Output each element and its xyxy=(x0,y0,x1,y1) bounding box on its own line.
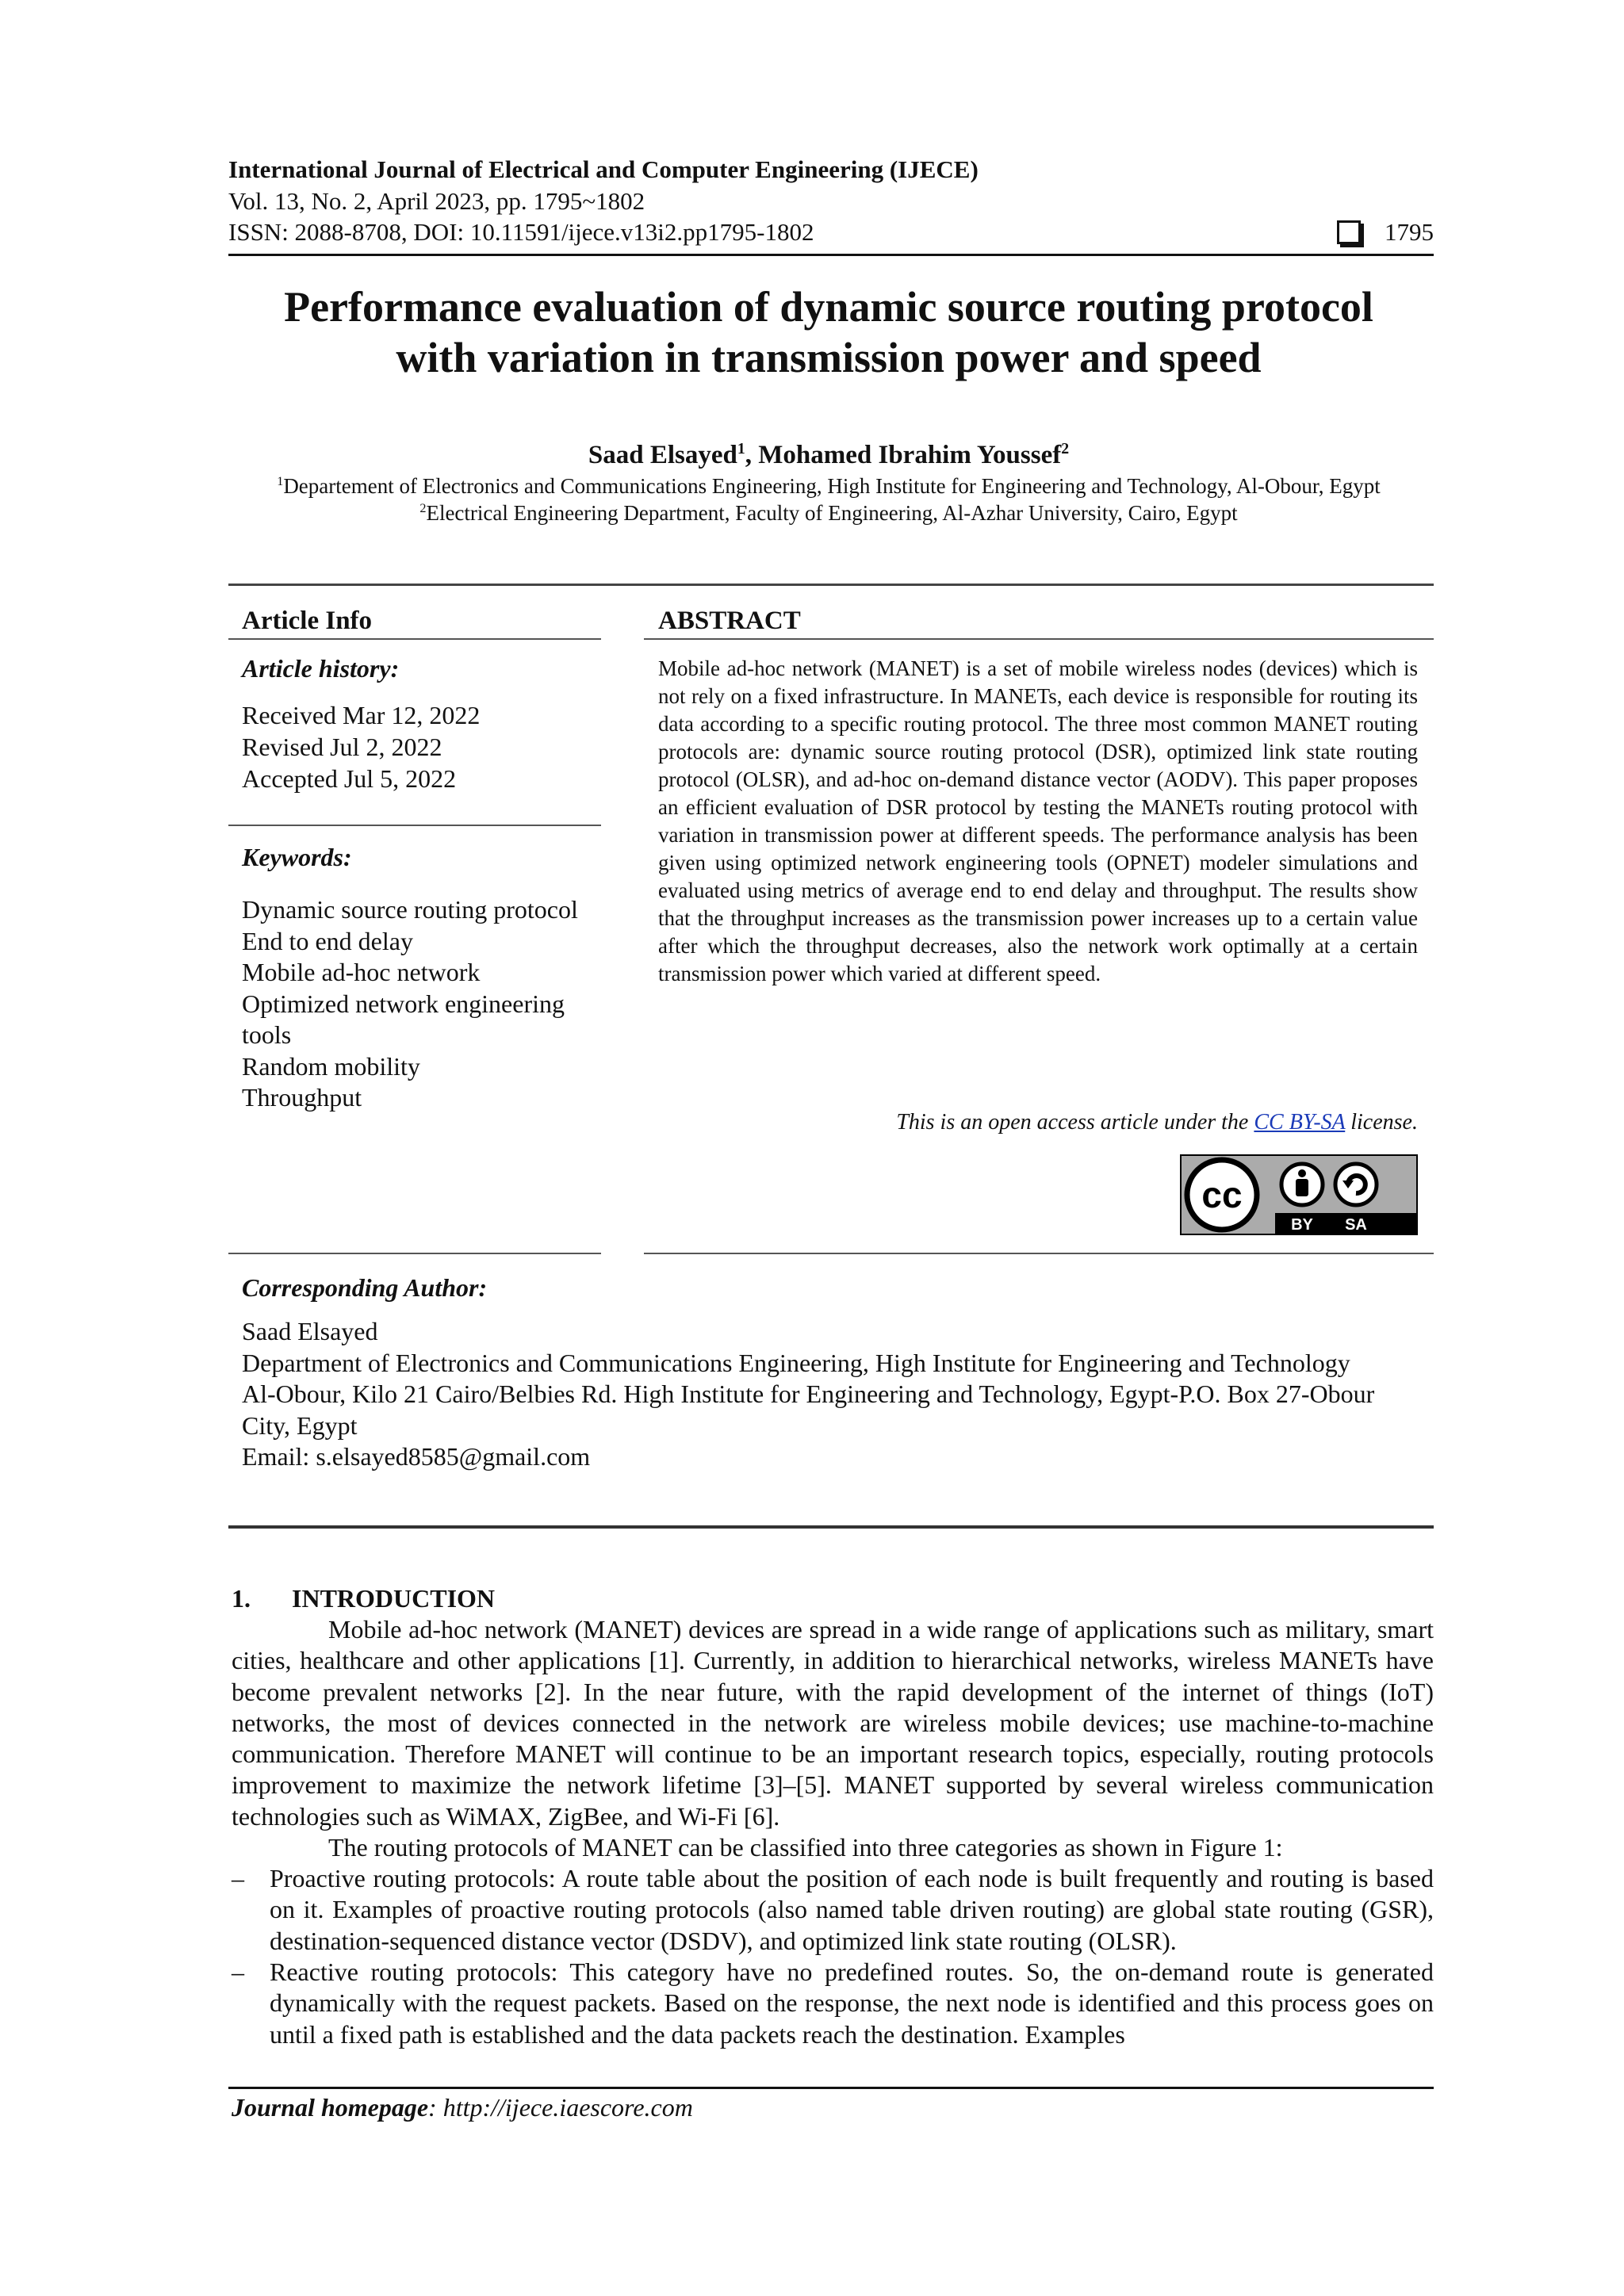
accepted-date: Accepted Jul 5, 2022 xyxy=(242,764,457,793)
list-item xyxy=(232,1957,1434,2050)
volume-info: Vol. 13, No. 2, April 2023, pp. 1795~1802 xyxy=(228,187,645,215)
history-heading: Article history: xyxy=(242,654,400,683)
dash-bullet: – xyxy=(232,1957,244,1986)
received-date: Received Mar 12, 2022 xyxy=(242,701,481,729)
affiliation-2-sup: 2 xyxy=(419,501,427,515)
by-text: BY xyxy=(1291,1216,1313,1234)
list-item-text: Reactive routing protocols: This category have no predefined routes. So, the on-demand route is generated dynamically with the request packets. Based on the response, the next node is identified and this process goes on until a fixed path is established and the data packets reach the destination. Examples xyxy=(270,1957,1434,2049)
keyword-item: Random mobility xyxy=(242,1051,420,1081)
affiliation-1-text: Departement of Electronics and Communications Engineering, High Institute for Engineering and Technology, Al-Obour, Egypt xyxy=(283,474,1381,498)
affiliation-2 xyxy=(190,499,1467,526)
page-number: 1795 xyxy=(1385,218,1434,246)
intro-paragraph-1: Mobile ad-hoc network (MANET) devices are spread in a wide range of applications such as military, smart cities, healthcare and other applications [1]. Currently, in addition to hierarchical networks, wireless MANETs have become prevalent networks [2]. In the near future, with the rapid development of the internet of things (IoT) networks, the most of devices connected in the network are wireless mobile devices; use machine-to-machine communication. Therefore MANET will continue to be an important research topics, especially, routing protocols improvement to maximize the network lifetime [3]–[5]. MANET supported by several wireless communication technologies such as WiMAX, ZigBee, and Wi-Fi [6]. xyxy=(232,1615,1434,1831)
author-list xyxy=(190,438,1467,472)
abstract-rule xyxy=(644,638,1434,640)
author-2-affil: 2 xyxy=(1061,440,1070,457)
corresponding-address: Al-Obour, Kilo 21 Cairo/Belbies Rd. High Institute for Engineering and Technology, Egypt-P.O. Box 27-Obour City, Egypt xyxy=(242,1380,1375,1440)
author-1-affil: 1 xyxy=(737,440,745,457)
journal-homepage xyxy=(232,2093,693,2122)
author-2: Mohamed Ibrahim Youssef xyxy=(758,441,1062,469)
corresponding-details xyxy=(242,1316,1415,1473)
footer-rule xyxy=(228,2087,1434,2089)
keywords-rule xyxy=(228,825,601,826)
cc-text: cc xyxy=(1201,1174,1243,1215)
abstract-heading: ABSTRACT xyxy=(658,607,801,635)
keyword-item: End to end delay xyxy=(242,926,413,955)
article-history xyxy=(242,699,480,794)
affiliation-1 xyxy=(190,473,1467,499)
author-separator: , xyxy=(745,441,759,469)
section-title: INTRODUCTION xyxy=(292,1584,496,1613)
license-link[interactable]: CC BY-SA xyxy=(1254,1110,1346,1135)
info-bottom-rule-left xyxy=(228,1253,601,1254)
paper-title xyxy=(190,281,1467,383)
issn-doi: ISSN: 2088-8708, DOI: 10.11591/ijece.v13i2.pp1795-1802 xyxy=(228,218,814,246)
cc-by-sa-badge-icon[interactable] xyxy=(1180,1154,1418,1235)
abstract-text: Mobile ad-hoc network (MANET) is a set of mobile wireless nodes (devices) which is not rely on a fixed infrastructure. In MANETs, each device is responsible for routing its data according to a specific routing protocol. The three most common MANET routing protocols are: dynamic source routing protocol (DSR), optimized link state routing protocol (OLSR), and ad-hoc on-demand distance vector (AODV). This paper proposes an efficient evaluation of DSR protocol by testing the MANETs routing protocol with variation in transmission power at different speeds. The performance analysis has been given using optimized network engineering tools (OPNET) modeler simulations and evaluated using metrics of average end to end delay and throughput. The results show that the throughput increases as the transmission power increases up to a certain value after which the throughput decreases, also the network work optimally at a certain transmission power which varied at different speed. xyxy=(658,656,1418,985)
article-info-heading: Article Info xyxy=(242,607,373,635)
license-statement xyxy=(658,1110,1418,1135)
keyword-item: Throughput xyxy=(242,1083,362,1112)
section-heading xyxy=(232,1584,495,1613)
title-line-2: with variation in transmission power and speed xyxy=(396,334,1262,381)
homepage-url[interactable]: http://ijece.iaescore.com xyxy=(442,2093,693,2122)
info-top-rule xyxy=(228,584,1434,586)
header-rule xyxy=(228,254,1434,256)
journal-name: International Journal of Electrical and Computer Engineering (IJECE) xyxy=(228,155,979,183)
keywords-heading: Keywords: xyxy=(242,843,352,871)
revised-date: Revised Jul 2, 2022 xyxy=(242,733,442,761)
section-number: 1. xyxy=(232,1584,251,1613)
square-bullet-icon xyxy=(1337,220,1361,244)
sa-text: SA xyxy=(1345,1216,1367,1234)
affiliations xyxy=(190,473,1467,526)
keyword-item: Optimized network engineering tools xyxy=(242,989,565,1049)
keyword-list xyxy=(242,894,599,1114)
keyword-item: Dynamic source routing protocol xyxy=(242,895,578,924)
license-suffix: license. xyxy=(1345,1110,1418,1135)
info-bottom-rule-right xyxy=(644,1253,1434,1254)
list-item-text: Proactive routing protocols: A route table about the position of each node is built frequently and routing is based on it. Examples of proactive routing protocols (also named table driven routing) are global state routing (GSR), destination-sequenced distance vector (DSDV), and optimized link state routing (OLSR). xyxy=(270,1864,1434,1955)
affiliation-2-text: Electrical Engineering Department, Faculty of Engineering, Al-Azhar University, Cairo, Egypt xyxy=(426,501,1238,525)
dash-bullet: – xyxy=(232,1864,244,1892)
license-prefix: This is an open access article under the xyxy=(896,1110,1254,1135)
corresponding-email[interactable]: Email: s.elsayed8585@gmail.com xyxy=(242,1442,591,1471)
intro-paragraph-2: The routing protocols of MANET can be classified into three categories as shown in Figure 1: xyxy=(328,1833,1283,1862)
homepage-label: Journal homepage xyxy=(232,2093,429,2122)
corresponding-name: Saad Elsayed xyxy=(242,1317,378,1345)
list-item xyxy=(232,1863,1434,1957)
keyword-item: Mobile ad-hoc network xyxy=(242,958,481,986)
corresponding-bottom-rule xyxy=(228,1525,1434,1529)
journal-header xyxy=(228,154,1434,247)
article-info-rule xyxy=(228,638,601,640)
corresponding-heading: Corresponding Author: xyxy=(242,1273,488,1302)
title-line-1: Performance evaluation of dynamic source routing protocol xyxy=(284,283,1373,331)
affiliation-1-sup: 1 xyxy=(277,474,284,488)
author-1: Saad Elsayed xyxy=(588,441,737,469)
corresponding-dept: Department of Electronics and Communications Engineering, High Institute for Engineering and Technology xyxy=(242,1348,1350,1377)
homepage-sep: : xyxy=(428,2093,443,2122)
